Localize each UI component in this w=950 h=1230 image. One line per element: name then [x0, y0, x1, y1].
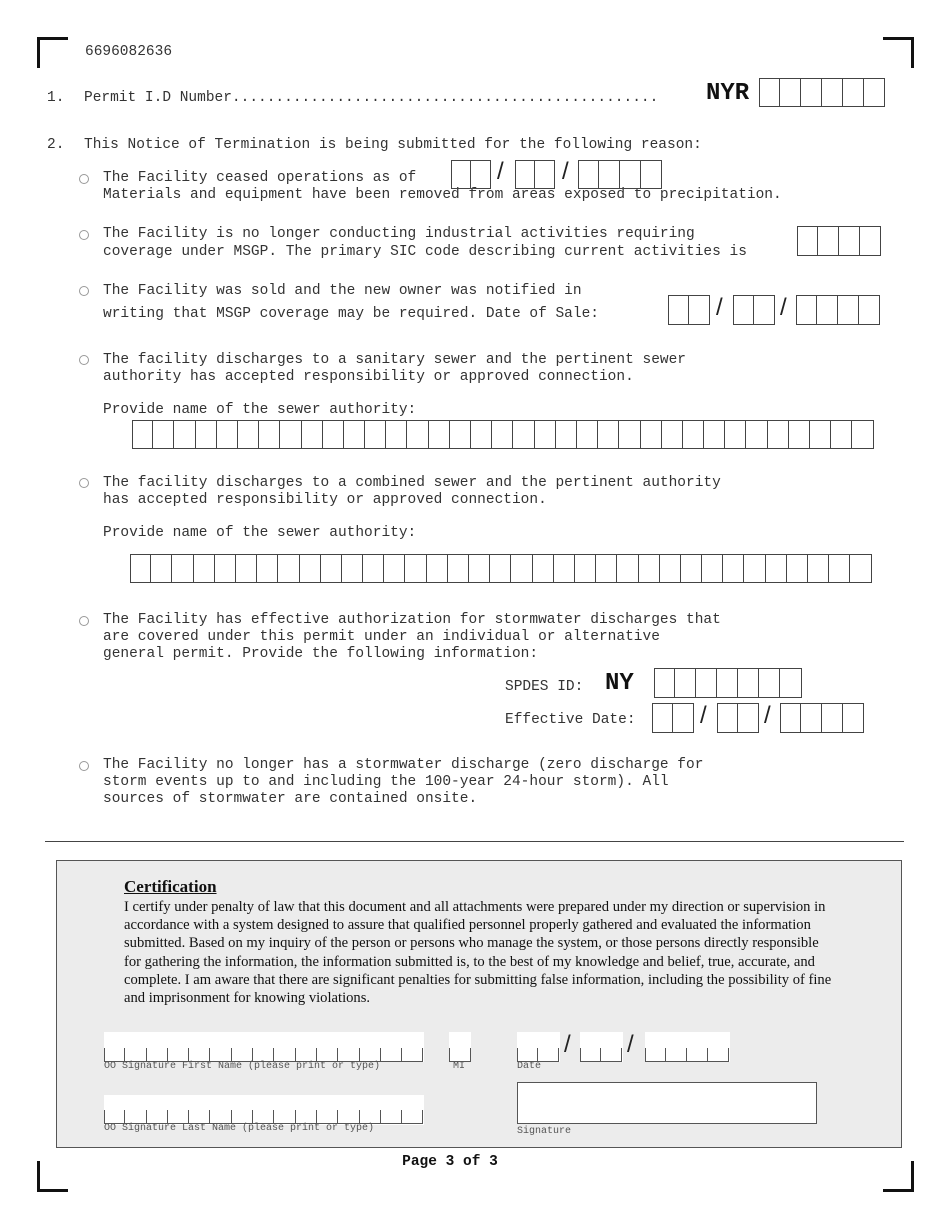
- page-footer: Page 3 of 3: [402, 1154, 498, 1170]
- document-number: 6696082636: [85, 44, 173, 60]
- sanitaryBoxes-cell: [280, 420, 301, 449]
- cert-date-slash-1: /: [564, 1031, 571, 1058]
- firstTicks-cell: [104, 1048, 125, 1062]
- no-longer-radio[interactable]: [79, 230, 89, 240]
- combinedBoxes-cell: [787, 554, 808, 583]
- firstTicks-cell: [253, 1048, 274, 1062]
- combinedBoxes-cell: [702, 554, 723, 583]
- no-longer-line2: coverage under MSGP. The primary SIC code describing current activities is: [103, 244, 747, 260]
- combined-line1: The facility discharges to a combined sewer and the pertinent authority: [103, 475, 721, 491]
- no-longer-line1: The Facility is no longer conducting industrial activities requiring: [103, 226, 695, 242]
- lastTicks-cell: [360, 1110, 381, 1124]
- lastTicks-cell: [338, 1110, 359, 1124]
- lastTicks-cell: [317, 1110, 338, 1124]
- firstTicks-cell: [210, 1048, 231, 1062]
- sanitary-provide-label: Provide name of the sewer authority:: [103, 402, 417, 418]
- permit-id-boxes[interactable]: [759, 78, 885, 107]
- lastTicks-cell: [189, 1110, 210, 1124]
- sold-line2: writing that MSGP coverage may be required. Date of Sale:: [103, 306, 599, 322]
- ceased-month-boxes[interactable]: [451, 160, 491, 189]
- lastTicks-cell: [381, 1110, 402, 1124]
- combinedBoxes-cell: [808, 554, 829, 583]
- combined-radio[interactable]: [79, 478, 89, 488]
- zero-discharge-radio[interactable]: [79, 761, 89, 771]
- cert-date-year-ticks: [645, 1048, 729, 1062]
- ceased-radio[interactable]: [79, 174, 89, 184]
- combinedBoxes-cell: [257, 554, 278, 583]
- combinedBoxes-cell: [321, 554, 342, 583]
- sanitaryBoxes-cell: [725, 420, 746, 449]
- sanitaryBoxes-cell: [238, 420, 259, 449]
- item2-intro: This Notice of Termination is being submitted for the following reason:: [84, 137, 702, 153]
- authorization-line2: are covered under this permit under an individual or alternative: [103, 629, 660, 645]
- firstTicks-cell: [317, 1048, 338, 1062]
- sanitaryBoxes-cell: [471, 420, 492, 449]
- sanitary-line1: The facility discharges to a sanitary sewer and the pertinent sewer: [103, 352, 686, 368]
- authorization-line3: general permit. Provide the following information:: [103, 646, 539, 662]
- sanitaryBoxes-cell: [683, 420, 704, 449]
- sanitary-radio[interactable]: [79, 355, 89, 365]
- sanitaryBoxes-cell: [259, 420, 280, 449]
- combinedBoxes-cell: [744, 554, 765, 583]
- sanitaryBoxes-cell: [132, 420, 153, 449]
- combinedBoxes-cell: [766, 554, 787, 583]
- combinedBoxes-cell: [829, 554, 850, 583]
- combinedBoxes-cell: [554, 554, 575, 583]
- combinedBoxes-cell: [596, 554, 617, 583]
- effective-date-label: Effective Date:: [505, 712, 636, 728]
- spdes-id-boxes[interactable]: [654, 668, 802, 698]
- certification-title: Certification: [124, 877, 217, 896]
- sanitaryBoxes-cell: [153, 420, 174, 449]
- spdes-id-label: SPDES ID:: [505, 679, 584, 695]
- sold-line1: The Facility was sold and the new owner was notified in: [103, 283, 582, 299]
- firstTicks-cell: [381, 1048, 402, 1062]
- combinedBoxes-cell: [300, 554, 321, 583]
- firstTicks-cell: [232, 1048, 253, 1062]
- sale-date-slash-1: /: [716, 294, 723, 321]
- effective-year-boxes[interactable]: [780, 703, 864, 733]
- sanitaryBoxes-cell: [407, 420, 428, 449]
- firstTicks-cell: [338, 1048, 359, 1062]
- spdes-id-prefix: NY: [605, 670, 634, 697]
- combinedBoxes-cell: [194, 554, 215, 583]
- combinedBoxes-cell: [384, 554, 405, 583]
- sanitaryBoxes-cell: [704, 420, 725, 449]
- lastTicks-cell: [210, 1110, 231, 1124]
- certification-text: I certify under penalty of law that this document and all attachments were prepared under my direction or supervision in accordance with a system designed to assure that qualified personnel properly gathered and evaluated the information submitted. Based on my inquiry of the person or persons who manage the system, or those persons directly responsible for gathering the information, the information submitted is, to the best of my knowledge and belief, true, accurate, and complete. I am aware that there are significant penalties for submitting false information, including the possibility of fine and imprisonment for knowing violations.: [124, 899, 832, 1007]
- combinedBoxes-cell: [363, 554, 384, 583]
- effective-day-boxes[interactable]: [717, 703, 759, 733]
- firstTicks-cell: [360, 1048, 381, 1062]
- sanitaryBoxes-cell: [852, 420, 873, 449]
- permit-id-label: Permit I.D Number.................................................: [84, 90, 659, 106]
- corner-mark-top-left: [37, 37, 68, 68]
- lastTicks-cell: [104, 1110, 125, 1124]
- combinedBoxes-cell: [575, 554, 596, 583]
- sanitaryBoxes-cell: [662, 420, 683, 449]
- ceased-year-boxes[interactable]: [578, 160, 662, 189]
- sanitaryBoxes-cell: [746, 420, 767, 449]
- firstTicks-cell: [296, 1048, 317, 1062]
- firstTicks-cell: [125, 1048, 146, 1062]
- sic-code-boxes[interactable]: [797, 226, 881, 256]
- effective-date-slash-1: /: [700, 702, 707, 729]
- sanitaryBoxes-cell: [768, 420, 789, 449]
- combined-line2: has accepted responsibility or approved connection.: [103, 492, 547, 508]
- combinedBoxes-cell: [448, 554, 469, 583]
- sanitaryBoxes-cell: [323, 420, 344, 449]
- last-name-ticks: [104, 1110, 423, 1124]
- sanitaryBoxes-cell: [831, 420, 852, 449]
- sanitaryBoxes-cell: [513, 420, 534, 449]
- combinedBoxes-cell: [681, 554, 702, 583]
- firstTicks-cell: [189, 1048, 210, 1062]
- combinedBoxes-cell: [490, 554, 511, 583]
- lastTicks-cell: [232, 1110, 253, 1124]
- cert-date-day-ticks: [580, 1048, 622, 1062]
- sanitaryBoxes-cell: [789, 420, 810, 449]
- sanitaryBoxes-cell: [577, 420, 598, 449]
- ceased-line2: Materials and equipment have been removed from areas exposed to precipitation.: [103, 187, 782, 203]
- sanitaryBoxes-cell: [217, 420, 238, 449]
- mi-label: MI: [453, 1061, 466, 1072]
- zero-line2: storm events up to and including the 100-year 24-hour storm). All: [103, 774, 669, 790]
- sanitaryBoxes-cell: [598, 420, 619, 449]
- sanitaryBoxes-cell: [810, 420, 831, 449]
- ceased-date-slash-1: /: [497, 158, 504, 185]
- lastTicks-cell: [253, 1110, 274, 1124]
- combinedBoxes-cell: [215, 554, 236, 583]
- combinedBoxes-cell: [151, 554, 172, 583]
- corner-mark-top-right: [883, 37, 914, 68]
- item2-number: 2.: [47, 137, 65, 153]
- sanitaryBoxes-cell: [302, 420, 323, 449]
- sale-month-boxes[interactable]: [668, 295, 710, 325]
- combinedBoxes-cell: [130, 554, 151, 583]
- lastTicks-cell: [296, 1110, 317, 1124]
- zero-line3: sources of stormwater are contained onsite.: [103, 791, 478, 807]
- signature-label: Signature: [517, 1126, 572, 1137]
- sanitaryBoxes-cell: [174, 420, 195, 449]
- ceased-day-boxes[interactable]: [515, 160, 555, 189]
- signature-field[interactable]: [517, 1082, 817, 1124]
- combinedBoxes-cell: [172, 554, 193, 583]
- effective-date-slash-2: /: [764, 702, 771, 729]
- sanitaryBoxes-cell: [619, 420, 640, 449]
- sanitaryBoxes-cell: [556, 420, 577, 449]
- effective-month-boxes[interactable]: [652, 703, 694, 733]
- firstTicks-cell: [168, 1048, 189, 1062]
- first-name-label: OO Signature First Name (please print or type): [104, 1061, 381, 1072]
- combinedBoxes-cell: [617, 554, 638, 583]
- firstTicks-cell: [402, 1048, 423, 1062]
- combinedBoxes-cell: [723, 554, 744, 583]
- lastTicks-cell: [147, 1110, 168, 1124]
- sanitaryBoxes-cell: [429, 420, 450, 449]
- last-name-label: OO Signature Last Name (please print or type): [104, 1123, 375, 1134]
- sanitaryBoxes-cell: [641, 420, 662, 449]
- combined-provide-label: Provide name of the sewer authority:: [103, 525, 417, 541]
- sanitary-authority-boxes[interactable]: [132, 420, 874, 449]
- combinedBoxes-cell: [405, 554, 426, 583]
- cert-date-slash-2: /: [627, 1031, 634, 1058]
- sale-year-boxes[interactable]: [796, 295, 880, 325]
- lastTicks-cell: [402, 1110, 423, 1124]
- authorization-line1: The Facility has effective authorization for stormwater discharges that: [103, 612, 721, 628]
- sold-radio[interactable]: [79, 286, 89, 296]
- item1-number: 1.: [47, 90, 65, 106]
- combinedBoxes-cell: [427, 554, 448, 583]
- sanitaryBoxes-cell: [386, 420, 407, 449]
- combinedBoxes-cell: [660, 554, 681, 583]
- sanitaryBoxes-cell: [365, 420, 386, 449]
- firstTicks-cell: [147, 1048, 168, 1062]
- first-name-ticks: [104, 1048, 423, 1062]
- cert-date-month-ticks: [517, 1048, 559, 1062]
- sale-date-slash-2: /: [780, 294, 787, 321]
- sanitaryBoxes-cell: [450, 420, 471, 449]
- combined-authority-boxes[interactable]: [130, 554, 872, 583]
- ceased-date-slash-2: /: [562, 158, 569, 185]
- permit-id-prefix: NYR: [706, 80, 750, 107]
- combinedBoxes-cell: [236, 554, 257, 583]
- sanitaryBoxes-cell: [492, 420, 513, 449]
- sanitary-line2: authority has accepted responsibility or approved connection.: [103, 369, 634, 385]
- combinedBoxes-cell: [342, 554, 363, 583]
- authorization-radio[interactable]: [79, 616, 89, 626]
- sanitaryBoxes-cell: [344, 420, 365, 449]
- sanitaryBoxes-cell: [196, 420, 217, 449]
- lastTicks-cell: [125, 1110, 146, 1124]
- sale-day-boxes[interactable]: [733, 295, 775, 325]
- section-divider: [45, 841, 904, 842]
- combinedBoxes-cell: [639, 554, 660, 583]
- lastTicks-cell: [274, 1110, 295, 1124]
- cert-date-label: Date: [517, 1061, 542, 1072]
- sanitaryBoxes-cell: [535, 420, 556, 449]
- mi-ticks: [449, 1048, 471, 1062]
- firstTicks-cell: [274, 1048, 295, 1062]
- lastTicks-cell: [168, 1110, 189, 1124]
- zero-line1: The Facility no longer has a stormwater discharge (zero discharge for: [103, 757, 704, 773]
- combinedBoxes-cell: [278, 554, 299, 583]
- combinedBoxes-cell: [469, 554, 490, 583]
- combinedBoxes-cell: [511, 554, 532, 583]
- combinedBoxes-cell: [533, 554, 554, 583]
- combinedBoxes-cell: [850, 554, 871, 583]
- ceased-line1: The Facility ceased operations as of: [103, 170, 417, 186]
